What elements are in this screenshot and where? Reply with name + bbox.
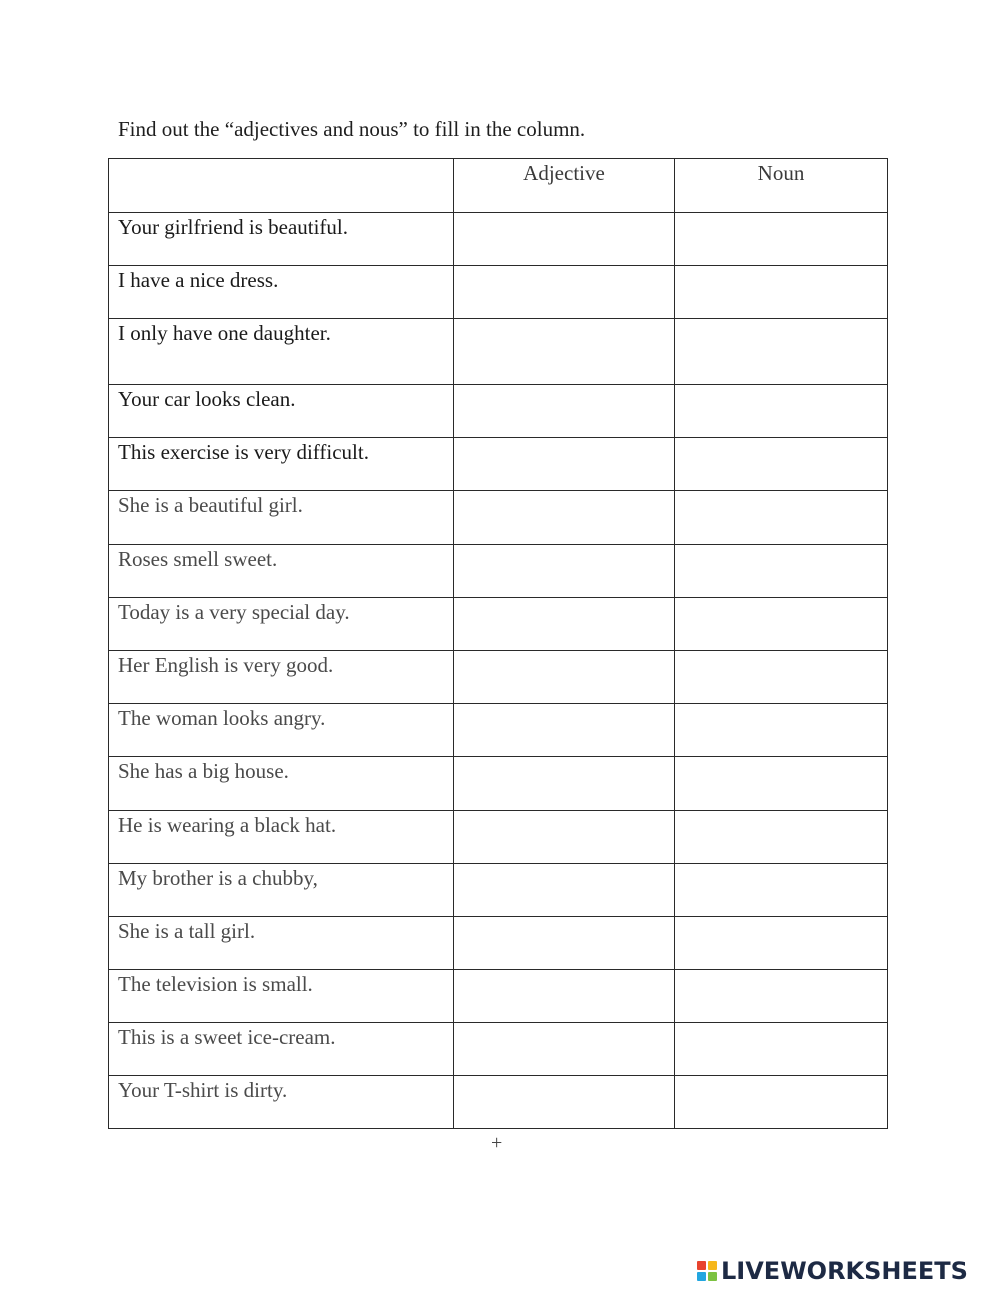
sentence-cell bbox=[109, 598, 454, 651]
adjective-answer-input[interactable] bbox=[454, 651, 678, 668]
adjective-answer-input[interactable] bbox=[454, 864, 678, 881]
sentence-text: Your girlfriend is beautiful. bbox=[118, 215, 349, 239]
adjective-answer-cell[interactable] bbox=[454, 598, 675, 651]
adjective-answer-cell[interactable] bbox=[454, 319, 675, 385]
noun-answer-cell[interactable] bbox=[675, 491, 888, 545]
adjective-answer-cell[interactable] bbox=[454, 385, 675, 438]
adjective-answer-input[interactable] bbox=[454, 1076, 678, 1093]
adjective-answer-cell[interactable] bbox=[454, 1076, 675, 1129]
sentence-cell bbox=[109, 651, 454, 704]
table-row bbox=[109, 651, 888, 704]
adjective-answer-input[interactable] bbox=[454, 438, 678, 455]
adjective-answer-input[interactable] bbox=[454, 545, 678, 562]
sentence-cell bbox=[109, 319, 454, 385]
sentence-text: The woman looks angry. bbox=[118, 706, 326, 730]
noun-answer-cell[interactable] bbox=[675, 266, 888, 319]
adjective-answer-cell[interactable] bbox=[454, 491, 675, 545]
adjective-answer-input[interactable] bbox=[454, 917, 678, 934]
table-row bbox=[109, 266, 888, 319]
noun-answer-input[interactable] bbox=[675, 385, 891, 402]
sentence-text: Your car looks clean. bbox=[118, 387, 296, 411]
adjective-answer-input[interactable] bbox=[454, 266, 678, 283]
sentence-text: This exercise is very difficult. bbox=[118, 440, 369, 464]
table-row bbox=[109, 757, 888, 811]
noun-answer-cell[interactable] bbox=[675, 385, 888, 438]
header-cell-noun bbox=[675, 159, 888, 213]
noun-answer-input[interactable] bbox=[675, 811, 891, 828]
noun-answer-cell[interactable] bbox=[675, 319, 888, 385]
noun-answer-input[interactable] bbox=[675, 757, 891, 774]
noun-answer-cell[interactable] bbox=[675, 970, 888, 1023]
table-row bbox=[109, 864, 888, 917]
table-row bbox=[109, 917, 888, 970]
sentence-text: I have a nice dress. bbox=[118, 268, 279, 292]
noun-answer-cell[interactable] bbox=[675, 213, 888, 266]
adjective-answer-input[interactable] bbox=[454, 319, 678, 336]
noun-column-header: Noun bbox=[757, 161, 805, 185]
sentence-cell bbox=[109, 757, 454, 811]
adjective-answer-input[interactable] bbox=[454, 598, 678, 615]
sentence-cell bbox=[109, 213, 454, 266]
sentence-text: She has a big house. bbox=[118, 759, 289, 783]
table-row bbox=[109, 438, 888, 491]
table-row bbox=[109, 598, 888, 651]
sentence-text: Her English is very good. bbox=[118, 653, 334, 677]
adjective-answer-input[interactable] bbox=[454, 491, 678, 508]
table-row bbox=[109, 545, 888, 598]
table-row bbox=[109, 811, 888, 864]
sentence-cell bbox=[109, 970, 454, 1023]
noun-answer-input[interactable] bbox=[675, 545, 891, 562]
table-row bbox=[109, 970, 888, 1023]
adjective-answer-cell[interactable] bbox=[454, 704, 675, 757]
noun-answer-input[interactable] bbox=[675, 704, 891, 721]
sentence-cell bbox=[109, 917, 454, 970]
liveworksheets-logo bbox=[697, 1257, 968, 1285]
sentence-cell bbox=[109, 1023, 454, 1076]
sentence-cell bbox=[109, 811, 454, 864]
adjective-answer-input[interactable] bbox=[454, 704, 678, 721]
adjective-answer-cell[interactable] bbox=[454, 757, 675, 811]
adjective-answer-cell[interactable] bbox=[454, 970, 675, 1023]
sentence-text: He is wearing a black hat. bbox=[118, 813, 337, 837]
noun-answer-input[interactable] bbox=[675, 491, 891, 508]
adjective-column-header: Adjective bbox=[523, 161, 605, 185]
noun-answer-cell[interactable] bbox=[675, 811, 888, 864]
sentence-cell bbox=[109, 266, 454, 319]
noun-answer-cell[interactable] bbox=[675, 757, 888, 811]
noun-answer-input[interactable] bbox=[675, 1076, 891, 1093]
noun-answer-input[interactable] bbox=[675, 319, 891, 336]
adjective-answer-cell[interactable] bbox=[454, 864, 675, 917]
noun-answer-input[interactable] bbox=[675, 970, 891, 987]
adjective-answer-cell[interactable] bbox=[454, 811, 675, 864]
liveworksheets-logo-icon bbox=[697, 1261, 717, 1281]
sentence-cell bbox=[109, 704, 454, 757]
noun-answer-input[interactable] bbox=[675, 438, 891, 455]
table-row bbox=[109, 1023, 888, 1076]
table-row bbox=[109, 319, 888, 385]
noun-answer-input[interactable] bbox=[675, 213, 891, 230]
noun-answer-cell[interactable] bbox=[675, 917, 888, 970]
noun-answer-cell[interactable] bbox=[675, 1023, 888, 1076]
sentence-text: She is a tall girl. bbox=[118, 919, 256, 943]
noun-answer-cell[interactable] bbox=[675, 704, 888, 757]
adjective-answer-cell[interactable] bbox=[454, 545, 675, 598]
footer-plus-mark: + bbox=[491, 1132, 503, 1154]
adjective-answer-input[interactable] bbox=[454, 1023, 678, 1040]
sentence-cell bbox=[109, 385, 454, 438]
sentence-text: This is a sweet ice-cream. bbox=[118, 1025, 336, 1049]
sentence-cell bbox=[109, 545, 454, 598]
header-cell-sentence bbox=[109, 159, 454, 213]
adjective-answer-input[interactable] bbox=[454, 213, 678, 230]
noun-answer-cell[interactable] bbox=[675, 1076, 888, 1129]
sentence-text: Today is a very special day. bbox=[118, 600, 350, 624]
sentence-text: She is a beautiful girl. bbox=[118, 493, 303, 517]
noun-answer-cell[interactable] bbox=[675, 651, 888, 704]
table-row bbox=[109, 491, 888, 545]
adjective-answer-cell[interactable] bbox=[454, 266, 675, 319]
sentence-cell bbox=[109, 491, 454, 545]
noun-answer-input[interactable] bbox=[675, 266, 891, 283]
table-row bbox=[109, 704, 888, 757]
noun-answer-cell[interactable] bbox=[675, 438, 888, 491]
sentence-cell bbox=[109, 864, 454, 917]
header-cell-adjective bbox=[454, 159, 675, 213]
sentence-cell bbox=[109, 1076, 454, 1129]
adjective-answer-input[interactable] bbox=[454, 757, 678, 774]
adjective-answer-input[interactable] bbox=[454, 385, 678, 402]
adjective-answer-cell[interactable] bbox=[454, 917, 675, 970]
sentence-text: Roses smell sweet. bbox=[118, 547, 278, 571]
adjective-answer-cell[interactable] bbox=[454, 438, 675, 491]
noun-answer-input[interactable] bbox=[675, 917, 891, 934]
worksheet-instruction: Find out the “adjectives and nous” to fill in the column. bbox=[118, 117, 586, 141]
adjective-noun-table bbox=[108, 158, 888, 1129]
noun-answer-input[interactable] bbox=[675, 651, 891, 668]
table-header-row bbox=[109, 159, 888, 213]
adjective-answer-cell[interactable] bbox=[454, 213, 675, 266]
noun-answer-input[interactable] bbox=[675, 1023, 891, 1040]
table-row bbox=[109, 385, 888, 438]
noun-answer-input[interactable] bbox=[675, 864, 891, 881]
adjective-answer-cell[interactable] bbox=[454, 1023, 675, 1076]
noun-answer-cell[interactable] bbox=[675, 598, 888, 651]
adjective-answer-input[interactable] bbox=[454, 970, 678, 987]
noun-answer-cell[interactable] bbox=[675, 545, 888, 598]
brand-name: LIVEWORKSHEETS bbox=[721, 1257, 968, 1285]
table-row bbox=[109, 213, 888, 266]
table-row bbox=[109, 1076, 888, 1129]
sentence-text: The television is small. bbox=[118, 972, 313, 996]
noun-answer-input[interactable] bbox=[675, 598, 891, 615]
noun-answer-cell[interactable] bbox=[675, 864, 888, 917]
sentence-text: Your T-shirt is dirty. bbox=[118, 1078, 288, 1102]
adjective-answer-input[interactable] bbox=[454, 811, 678, 828]
sentence-text: I only have one daughter. bbox=[118, 321, 331, 345]
sentence-cell bbox=[109, 438, 454, 491]
sentence-text: My brother is a chubby, bbox=[118, 866, 318, 890]
adjective-answer-cell[interactable] bbox=[454, 651, 675, 704]
